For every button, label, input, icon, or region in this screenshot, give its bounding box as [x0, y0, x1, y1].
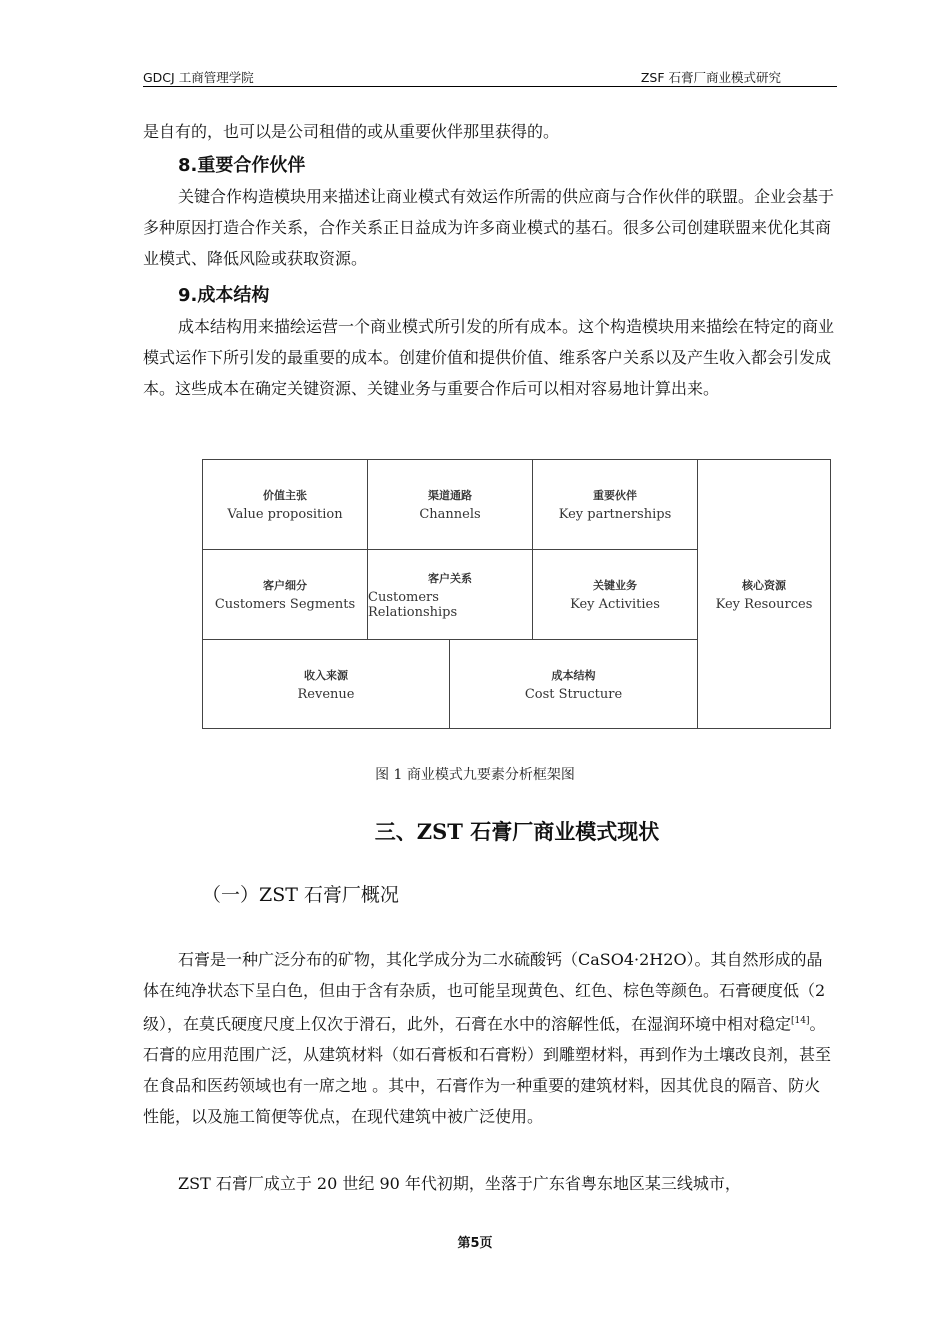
cell-channels: [368, 460, 533, 550]
cell-label-zh: 核心资源: [742, 578, 786, 592]
cell-value-proposition: [203, 460, 368, 550]
paragraph-gypsum-part-a: 石膏是一种广泛分布的矿物，其化学成分为二水硫酸钙（CaSO4·2H2O）。其自然形成的晶体在纯净状态下呈白色，但由于含有杂质，也可能呈现黄色、红色、棕色等颜色。石膏硬度低（2 级），在莫氏硬度尺度上仅次于滑石，此外，石膏在水中的溶解性低，在湿润环境中相对稳定: [143, 950, 826, 1034]
cell-revenue: [203, 640, 450, 728]
cell-key-partnerships: [533, 460, 698, 550]
cell-label-en: Key partnerships: [558, 507, 672, 522]
cell-cost-structure: [450, 640, 698, 728]
paragraph-gypsum: [143, 944, 833, 1132]
cell-label-en: Customers Relationships: [368, 589, 458, 620]
cell-label-en: Key Activities: [570, 597, 660, 612]
cell-label-en: Revenue: [297, 686, 355, 702]
cell-label-en: Channels: [419, 507, 481, 522]
page-number: 第5页: [457, 1236, 493, 1251]
paragraph-zst-intro: ZST 石膏厂成立于 20 世纪 90 年代初期，坐落于广东省粤东地区某三线城市，: [178, 1174, 741, 1193]
cell-key-activities: [533, 550, 698, 640]
heading-key-partners: 8.重要合作伙伴: [178, 155, 306, 176]
cell-label-zh: 价值主张: [263, 489, 307, 502]
paragraph-gypsum-part-b: 。石膏的应用范围广泛，从建筑材料（如石膏板和石膏粉）到雕塑材料，再到作为土壤改良剂，甚至在食品和医药领域也有一席之地 。其中，石膏作为一种重要的建筑材料，因其优良的隔音、防火性能，以及施工简便等优点，在现代建筑中被广泛使用。: [143, 1014, 832, 1127]
heading-cost-structure: 9.成本结构: [178, 285, 270, 306]
cell-label-en: Value proposition: [227, 507, 343, 522]
subsection-title: （一）ZST 石膏厂概况: [202, 884, 399, 906]
cell-label-zh: 关键业务: [593, 579, 637, 592]
page-header: [143, 66, 837, 87]
cell-label-en: Customers Segments: [214, 597, 356, 612]
cell-label-zh: 渠道通路: [428, 489, 472, 502]
cell-label-zh: 成本结构: [551, 668, 596, 682]
paragraph-cost-structure: 成本结构用来描绘运营一个商业模式所引发的所有成本。这个构造模块用来描绘在特定的商业模式运作下所引发的最重要的成本。创建价值和提供价值、维系客户关系以及产生收入都会引发成本。这些成本在确定关键资源、关键业务与重要合作后可以相对容易地计算出来。: [143, 317, 835, 398]
cell-label-zh: 客户细分: [263, 579, 307, 592]
business-model-canvas-figure: [202, 459, 831, 729]
figure-caption: 图 1 商业模式九要素分析框架图: [375, 767, 575, 783]
cell-label-en: Key Resources: [715, 596, 813, 612]
citation-ref: [14]: [791, 1016, 810, 1026]
cell-key-resources: [698, 460, 830, 728]
cell-label-zh: 收入来源: [304, 668, 348, 682]
cell-label-zh: 重要伙伴: [593, 489, 637, 502]
paragraph-key-partners: 关键合作构造模块用来描述让商业模式有效运作所需的供应商与合作伙伴的联盟。企业会基于多种原因打造合作关系，合作关系正日益成为许多商业模式的基石。很多公司创建联盟来优化其商业模式、降低风险或获取资源。: [143, 187, 835, 268]
cell-customer-relationships: [368, 550, 533, 640]
section-title: 三、ZST 石膏厂商业模式现状: [374, 819, 660, 844]
header-title: ZSF 石膏厂商业模式研究: [640, 70, 781, 85]
paragraph-continued: 是自有的，也可以是公司租借的或从重要伙伴那里获得的。: [143, 122, 560, 141]
cell-customer-segments: [203, 550, 368, 640]
cell-label-en: Cost Structure: [524, 686, 623, 702]
cell-label-zh: 客户关系: [428, 571, 472, 585]
header-school: GDCJ 工商管理学院: [143, 70, 254, 85]
